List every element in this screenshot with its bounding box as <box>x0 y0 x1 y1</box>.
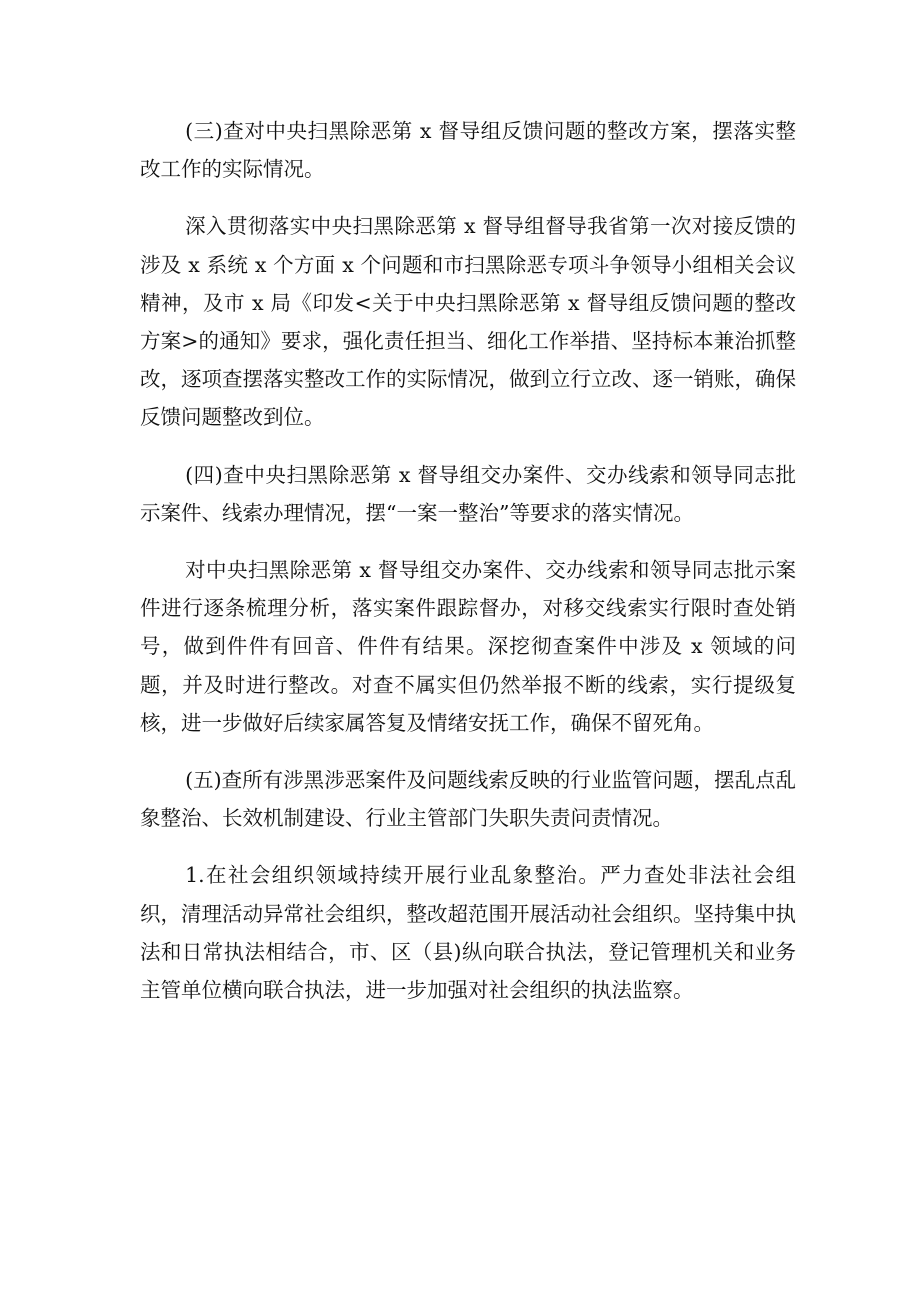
body-paragraph-4: 对中央扫黑除恶第 x 督导组交办案件、交办线索和领导同志批示案件进行逐条梳理分析，落实案件跟踪督办，对移交线索实行限时查处销号，做到件件有回音、件件有结果。深挖彻查案件中涉及 x 领域的问题，并及时进行整改。对查不属实但仍然举报不断的线索，实行提级复核，进一步做好后续家属答复及情绪安抚工作，确保不留死角。 <box>140 558 796 735</box>
section-heading-3: (三)查对中央扫黑除恶第 x 督导组反馈问题的整改方案，摆落实整改工作的实际情况。 <box>140 119 796 182</box>
section-heading-4: (四)查中央扫黑除恶第 x 督导组交办案件、交办线索和领导同志批示案件、线索办理情况，摆“一案一整治”等要求的落实情况。 <box>140 462 796 525</box>
section-heading-5: (五)查所有涉黑涉恶案件及问题线索反映的行业监管问题，摆乱点乱象整治、长效机制建设、行业主管部门失职失责问责情况。 <box>140 768 796 831</box>
body-paragraph-5-item-1: 1.在社会组织领域持续开展行业乱象整治。严力查处非法社会组织，清理活动异常社会组织，整改超范围开展活动社会组织。坚持集中执法和日常执法相结合，市、区（县)纵向联合执法，登记管理机关和业务主管单位横向联合执法，进一步加强对社会组织的执法监察。 <box>140 863 796 1003</box>
body-paragraph-3: 深入贯彻落实中央扫黑除恶第 x 督导组督导我省第一次对接反馈的涉及 x 系统 x 个方面 x 个问题和市扫黑除恶专项斗争领导小组相关会议精神，及市 x 局《印发<关于中央扫黑除恶第 x 督导组反馈问题的整改方案>的通知》要求，强化责任担当、细化工作举措、坚持标本兼治抓整改，逐项查摆落实整改工作的实际情况，做到立行立改、逐一销账，确保反馈问题整改到位。 <box>140 214 796 430</box>
document-page <box>140 112 796 1009</box>
